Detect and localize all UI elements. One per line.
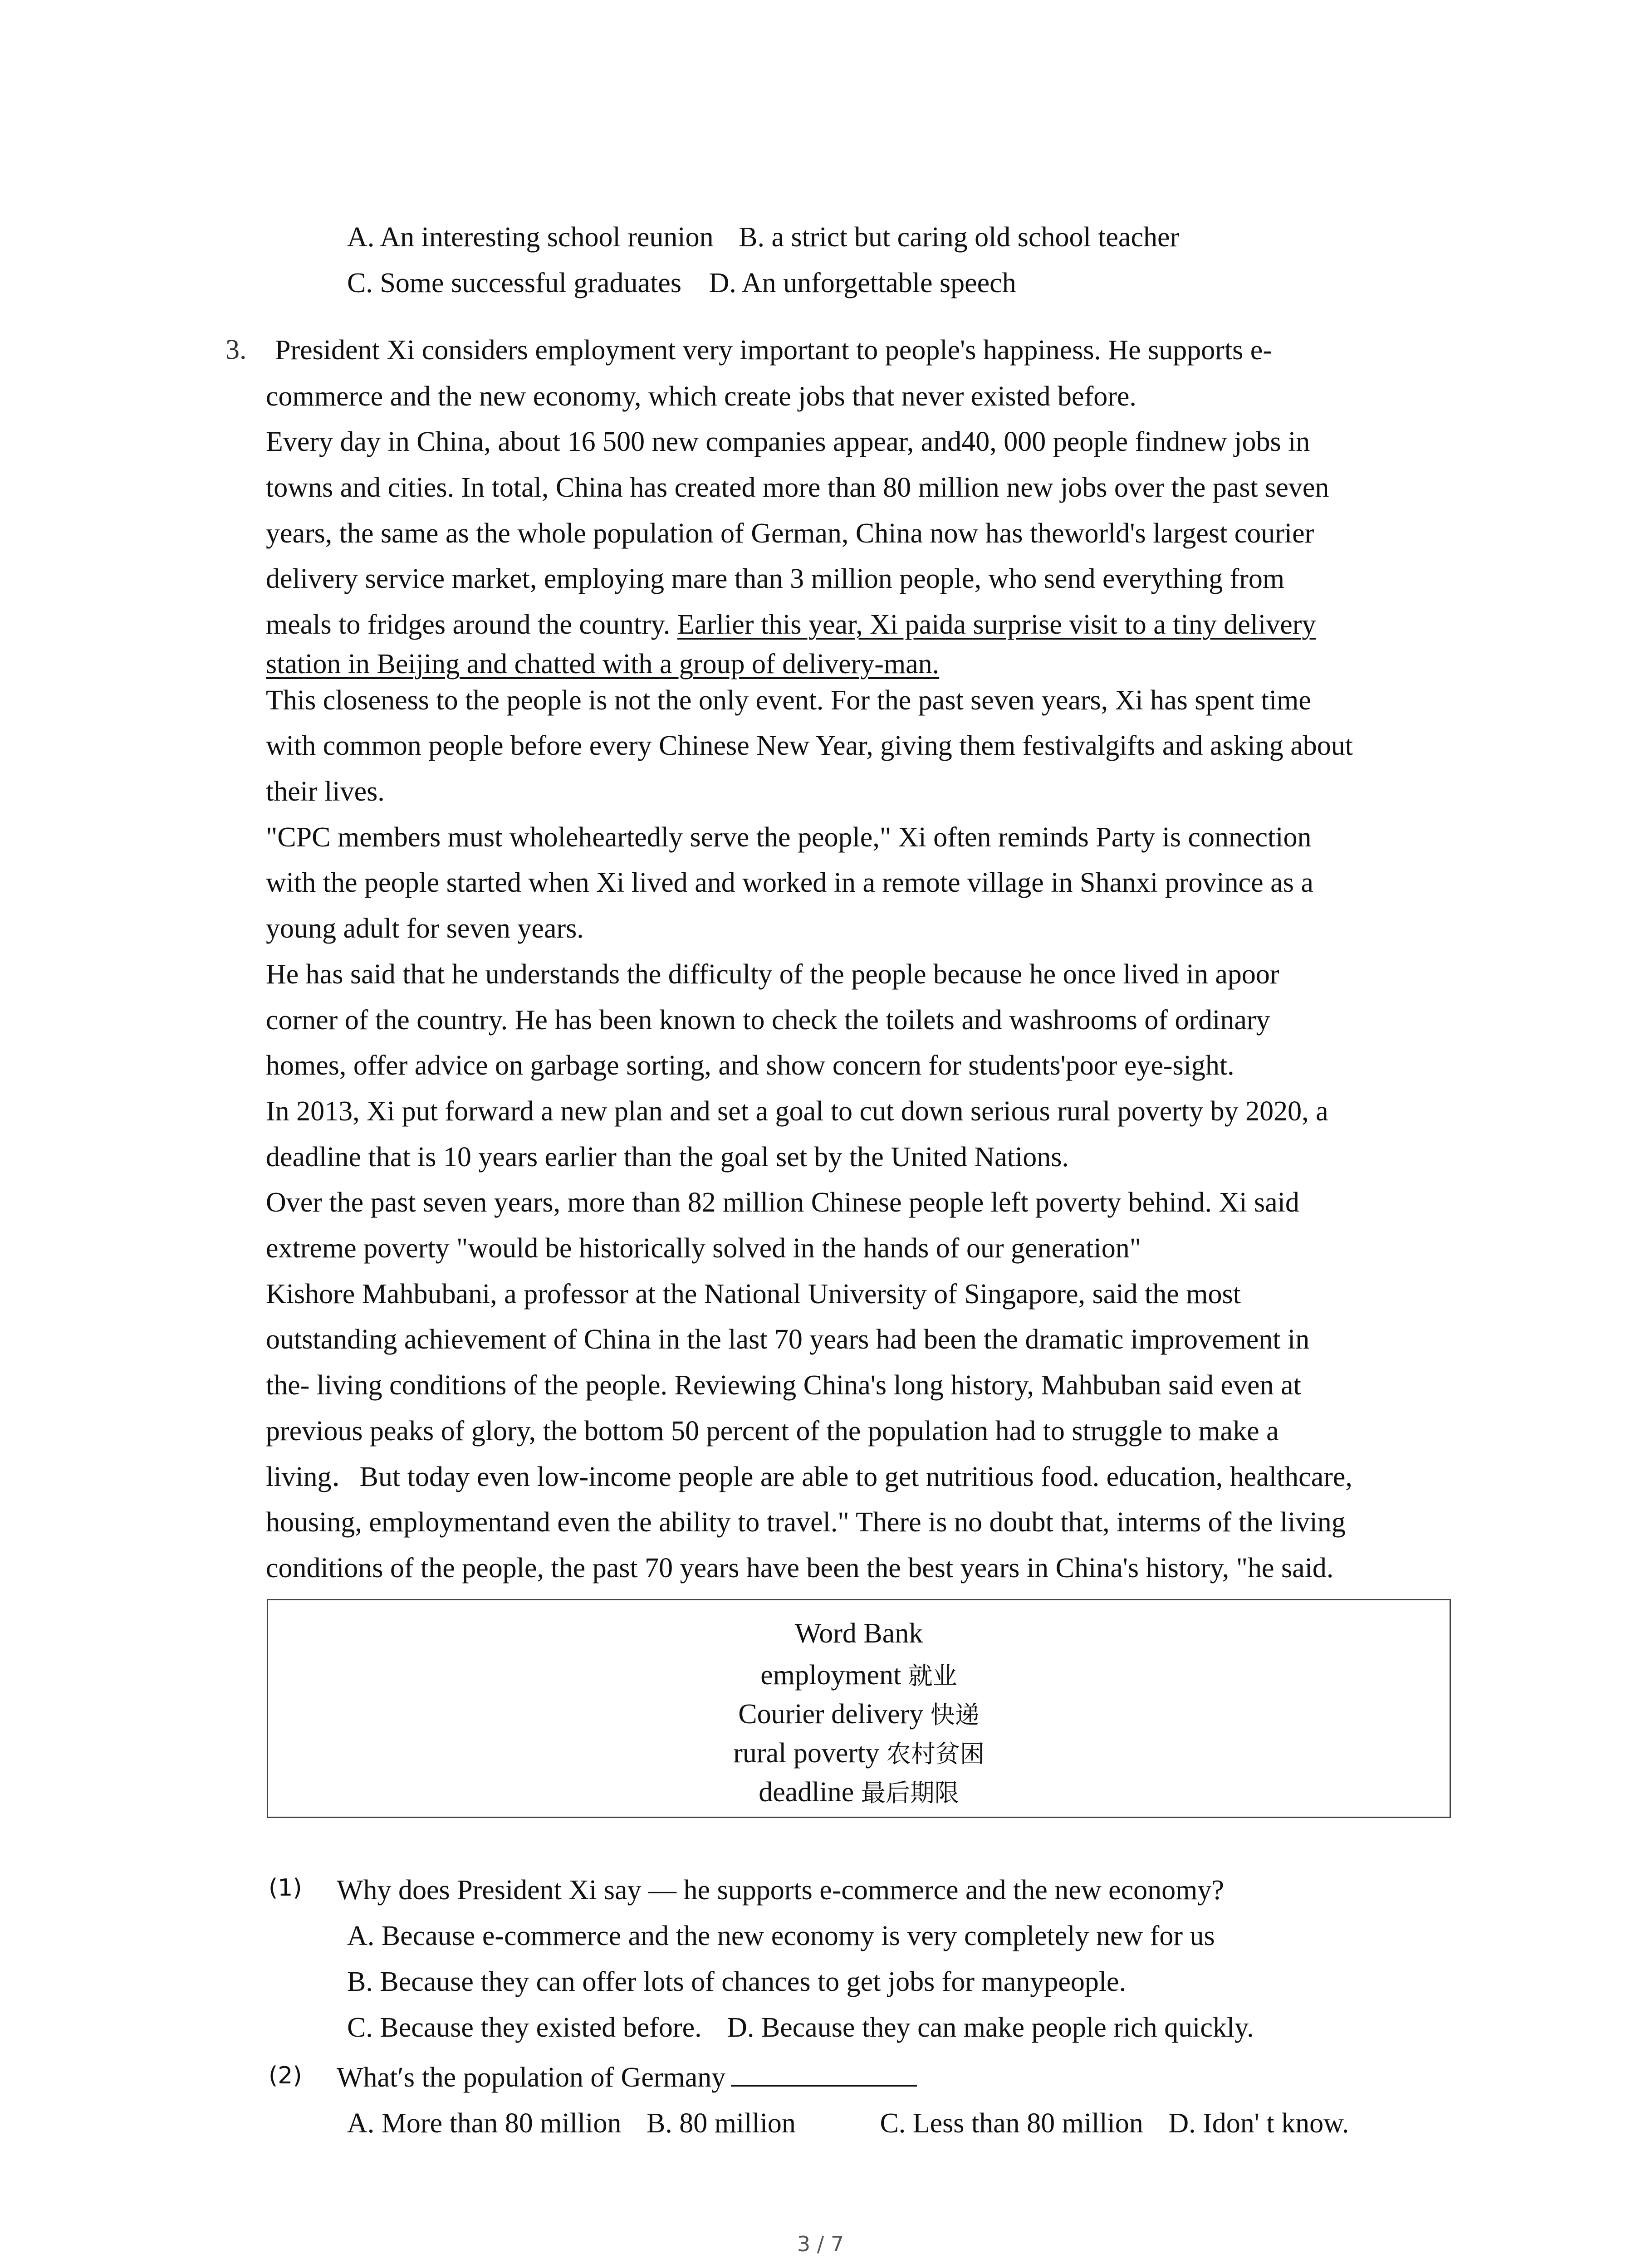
question-2-row [337,2061,917,2094]
page-number: 3 / 7 [797,2232,844,2256]
passage-line: their lives. [266,776,385,807]
word-bank-box [267,1599,1451,1818]
question-2-option-d: D. Idon' t know. [1168,2108,1349,2139]
word-bank-entry [268,1657,1450,1691]
question-1-number: (1) [269,1874,302,1901]
question-2-option-a: A. More than 80 million [347,2108,622,2139]
passage-text: meals to fridges around the country. [266,609,677,640]
passage-line: outstanding achievement of China in the last 70 years had been the dramatic improvement in [266,1324,1310,1355]
passage-line: homes, offer advice on garbage sorting, and show concern for students'poor eye-sight. [266,1050,1234,1081]
passage-line: corner of the country. He has been known to check the toilets and washrooms of ordinary [266,1005,1270,1036]
q2-option-c: C. Some successful graduates [347,268,681,298]
word-bank-en: deadline [759,1777,854,1808]
question-1-option-b: B. Because they can offer lots of chances to get jobs for manypeople. [347,1966,1127,1997]
q2-options-row-2 [347,267,1016,300]
question-2-number: (2) [269,2062,302,2089]
passage-line-underlined-start [266,608,1316,641]
question-3-number: 3. [225,334,247,365]
question-1-option-a: A. Because e-commerce and the new economy is very completely new for us [347,1921,1215,1951]
passage-line: President Xi considers employment very important to people's happiness. He supports e- [275,335,1272,366]
word-bank-entry [268,1735,1450,1769]
word-bank-cn: 就业 [908,1662,957,1690]
word-bank-en: Courier delivery [738,1699,924,1730]
passage-line: He has said that he understands the difficulty of the people because he once lived in apoor [266,959,1279,990]
word-bank-en: employment [760,1660,901,1691]
word-bank-en: rural poverty [733,1738,880,1769]
word-bank-cn: 快递 [930,1701,980,1729]
passage-line: commerce and the new economy, which create jobs that never existed before. [266,381,1136,412]
passage-line: years, the same as the whole population of German, China now has theworld's largest courier [266,518,1314,549]
question-2-text: What′s the population of Germany [337,2062,726,2093]
passage-line: In 2013, Xi put forward a new plan and set a goal to cut down serious rural poverty by 2020, a [266,1096,1328,1127]
passage-line: Kishore Mahbubani, a professor at the National University of Singapore, said the most [266,1279,1241,1310]
answer-blank[interactable] [731,2061,917,2087]
question-1-option-d: D. Because they can make people rich quickly. [727,2012,1254,2043]
question-2-option-b: B. 80 million [646,2108,796,2139]
passage-line: with common people before every Chinese New Year, giving them festivalgifts and asking about [266,730,1353,761]
underlined-sentence-continued: station in Beijing and chatted with a group of delivery-man. [266,649,940,679]
question-1-option-c: C. Because they existed before. [347,2012,702,2043]
passage-line: delivery service market, employing mare than 3 million people, who send everything from [266,563,1285,594]
passage-line: living．But today even low-income people are able to get nutritious food. education, healthcare, [266,1461,1352,1492]
passage-line: conditions of the people, the past 70 years have been the best years in China's history, "he said. [266,1553,1334,1584]
passage-line: towns and cities. In total, China has created more than 80 million new jobs over the past seven [266,472,1329,503]
passage-line: deadline that is 10 years earlier than the goal set by the United Nations. [266,1142,1069,1173]
q2-option-a: A. An interesting school reunion [347,222,714,253]
passage-line: This closeness to the people is not the only event. For the past seven years, Xi has spent time [266,685,1311,716]
q2-option-d: D. An unforgettable speech [709,268,1016,298]
underlined-sentence: Earlier this year, Xi paida surprise visit to a tiny delivery [677,609,1316,640]
word-bank-title: Word Bank [794,1618,923,1649]
passage-line: previous peaks of glory, the bottom 50 percent of the population had to struggle to make a [266,1416,1279,1447]
question-2-options [347,2107,1349,2140]
q2-options-row-1 [347,221,1179,254]
passage-line: "CPC members must wholeheartedly serve the people," Xi often reminds Party is connection [266,822,1312,853]
question-1-options-cd [347,2011,1254,2044]
passage-line: extreme poverty "would be historically solved in the hands of our generation" [266,1233,1141,1264]
q2-option-b: B. a strict but caring old school teacher [739,222,1180,253]
word-bank-cn: 农村贫困 [886,1740,985,1768]
passage-line: with the people started when Xi lived and worked in a remote village in Shanxi province as a [266,867,1313,898]
word-bank-cn: 最后期限 [861,1779,959,1807]
passage-line: young adult for seven years. [266,913,584,944]
passage-line: the- living conditions of the people. Reviewing China's long history, Mahbuban said even at [266,1370,1301,1401]
question-1-text: Why does President Xi say — he supports e-commerce and the new economy? [337,1875,1224,1906]
question-2-option-c: C. Less than 80 million [880,2108,1143,2139]
word-bank-entry [268,1774,1450,1809]
passage-line: Over the past seven years, more than 82 million Chinese people left poverty behind. Xi said [266,1187,1299,1218]
passage-line: Every day in China, about 16 500 new companies appear, and40, 000 people findnew jobs in [266,426,1310,457]
passage-line: housing, employmentand even the ability to travel." There is no doubt that, interms of the living [266,1507,1346,1538]
word-bank-entry [268,1696,1450,1730]
